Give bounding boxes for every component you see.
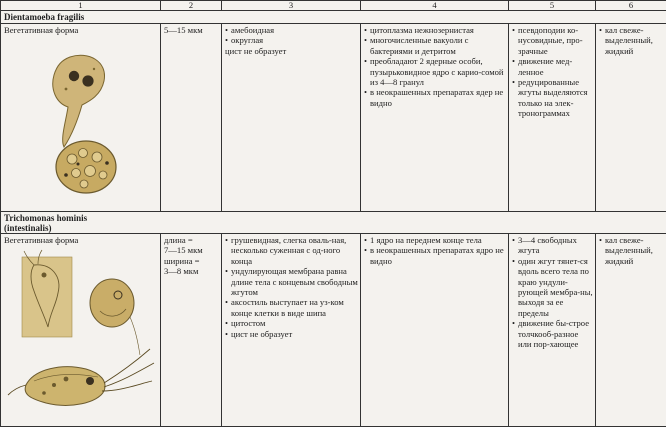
structure-list — [364, 235, 506, 266]
motility-cell — [509, 234, 596, 427]
specimen-cell — [596, 234, 666, 427]
motility-item: • редуцированные жгуты выделяются только на элек-тронограммах — [512, 77, 593, 119]
shape-item: • грушевидная, слегка оваль-ная, несколько суженная с од-ного конца — [225, 235, 358, 266]
structure-item: • в неокрашенных препаратах ядер не видно — [364, 87, 506, 108]
motility-item: • движение мед-ленное — [512, 56, 593, 77]
specimen-item: • кал свеже-выделенный, жидкий — [599, 235, 664, 266]
size-line: ширина = — [164, 256, 200, 266]
size-line: 7—15 мкм — [164, 245, 203, 255]
column-number: 1 — [1, 1, 161, 11]
form-cell — [1, 234, 161, 427]
size-cell — [161, 234, 222, 427]
motility-list — [512, 25, 593, 119]
species-row-filler — [161, 11, 666, 24]
shape-cell — [222, 234, 361, 427]
dientamoeba-vegetative-row — [1, 24, 666, 212]
structure-list — [364, 25, 506, 108]
form-name: Вегетативная форма — [4, 235, 158, 245]
motility-cell — [509, 24, 596, 212]
structure-item: • преобладают 2 ядерные особи, пузырьковидное ядро с карио-сомой из 4—8 гранул — [364, 56, 506, 87]
motility-item: • один жгут тянет-ся вдоль всего тела по краю ундули-рующей мембра-ны, выходя за ее пределы — [512, 256, 593, 318]
shape-item: • амебоидная — [225, 25, 358, 35]
shape-item: • цитостом — [225, 318, 358, 328]
trichomonas-drawing — [4, 245, 160, 423]
dientamoeba-drawing — [4, 35, 154, 200]
shape-item: цист не образует — [225, 46, 358, 56]
form-cell — [1, 24, 161, 212]
dientamoeba-illustration — [4, 35, 161, 205]
species-name-line: (intestinalis) — [4, 223, 52, 233]
column-number: 4 — [361, 1, 509, 11]
shape-list — [225, 25, 358, 56]
species-name: Dientamoeba fragilis — [1, 11, 161, 24]
trichomonas-illustration — [4, 245, 161, 415]
species-row-dientamoeba — [1, 11, 666, 24]
form-name: Вегетативная форма — [4, 25, 158, 35]
species-name — [1, 212, 161, 234]
motility-list — [512, 235, 593, 349]
motility-item: • движение бы-строе толчкооб-разное или пор-хающее — [512, 318, 593, 349]
size-cell: 5—15 мкм — [161, 24, 222, 212]
column-number: 3 — [222, 1, 361, 11]
trichomonas-pear-cell — [8, 349, 154, 405]
specimen-cell — [596, 24, 666, 212]
shape-item: • аксостиль выступает на уз-ком конце клетки в виде шипа — [225, 297, 358, 318]
specimen-item: • кал свеже-выделенный, жидкий — [599, 25, 664, 56]
shape-item: • округлая — [225, 35, 358, 45]
structure-cell — [361, 234, 509, 427]
shape-item: • ундулирующая мембрана равна длине тела с концевым свободным жгутом — [225, 266, 358, 297]
structure-item: • 1 ядро на переднем конце тела — [364, 235, 506, 245]
trichomonas-round-cell — [90, 279, 140, 355]
structure-item: • многочисленные вакуоли с бактериями и детритом — [364, 35, 506, 56]
specimen-list — [599, 235, 664, 266]
column-number: 5 — [509, 1, 596, 11]
column-number-row — [1, 1, 666, 11]
shape-cell — [222, 24, 361, 212]
trichomonas-vegetative-row — [1, 234, 666, 427]
structure-cell — [361, 24, 509, 212]
structure-item: • в неокрашенных препаратах ядро не видно — [364, 245, 506, 266]
motility-item: • 3—4 свободных жгута — [512, 235, 593, 256]
size-line: 3—8 мкм — [164, 266, 198, 276]
dientamoeba-rounded-cell — [56, 141, 116, 193]
shape-item: • цист не образует — [225, 329, 358, 339]
dientamoeba-cell-with-pseudopod — [53, 56, 105, 148]
species-row-trichomonas — [1, 212, 666, 234]
species-name-line: Trichomonas hominis — [4, 213, 87, 223]
column-number: 6 — [596, 1, 666, 11]
motility-item: • псевдоподии ко-нусовидные, про-зрачные — [512, 25, 593, 56]
trichomonas-stained-panel — [22, 250, 72, 337]
shape-list — [225, 235, 358, 339]
specimen-list — [599, 25, 664, 56]
size-line: длина = — [164, 235, 193, 245]
column-number: 2 — [161, 1, 222, 11]
structure-item: • цитоплазма нежнозернистая — [364, 25, 506, 35]
species-row-filler — [161, 212, 666, 234]
